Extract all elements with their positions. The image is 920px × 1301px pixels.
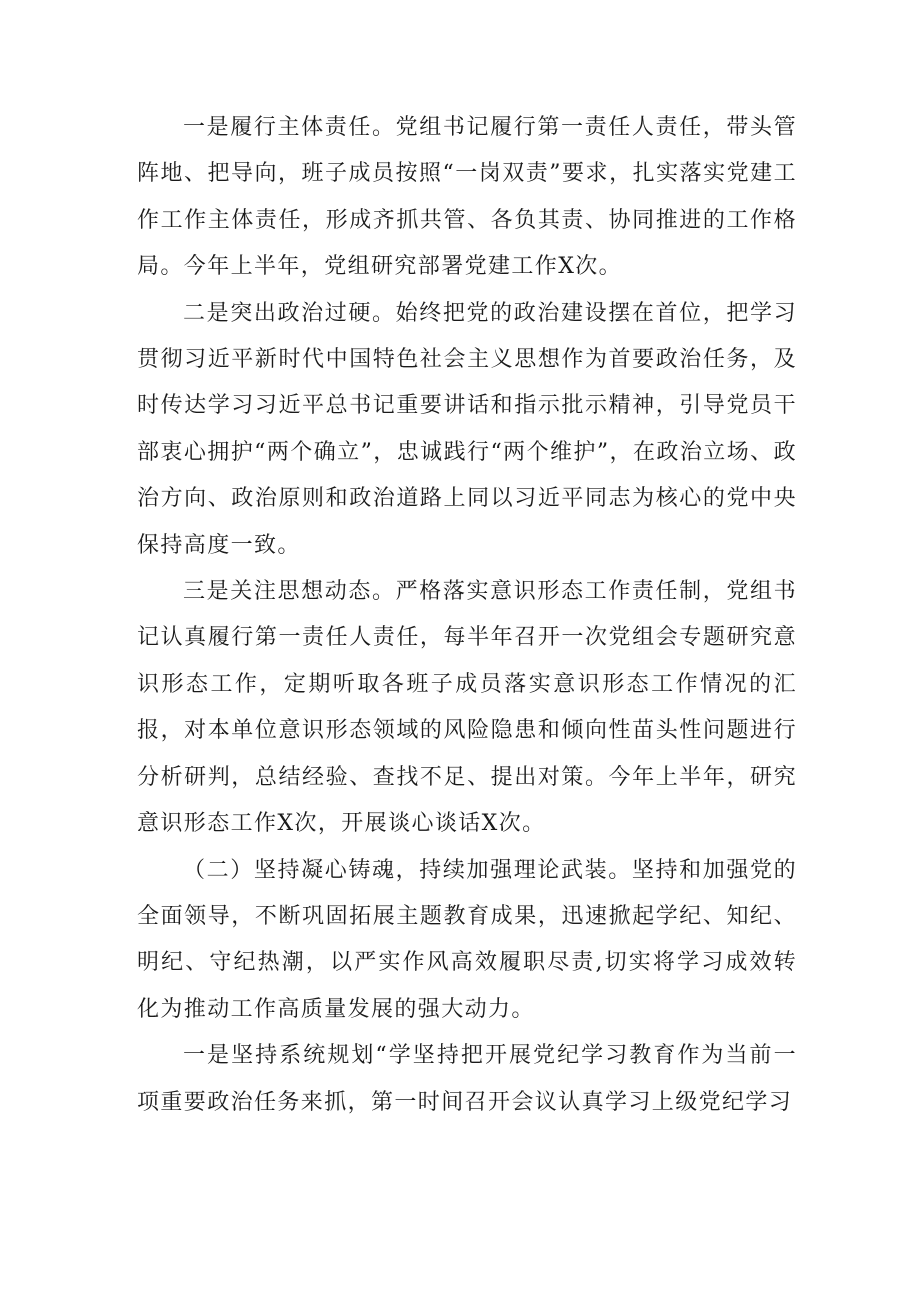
paragraph-5: 一是坚持系统规划“学坚持把开展党纪学习教育作为当前一项重要政治任务来抓，第一时间召开会议认真学习上级党纪学习 xyxy=(137,1043,797,1115)
paragraph-3: 三是关注思想动态。严格落实意识形态工作责任制，党组书记认真履行第一责任人责任，每半年召开一次党组会专题研究意识形态工作，定期听取各班子成员落实意识形态工作情况的汇报，对本单位意识形态领域的风险隐患和倾向性苗头性问题进行分析研判，总结经验、查找不足、提出对策。今年上半年，研究意识形态工作X次，开展谈心谈话X次。 xyxy=(137,579,797,837)
document-body xyxy=(137,105,797,1126)
paragraph-1: 一是履行主体责任。党组书记履行第一责任人责任，带头管阵地、把导向，班子成员按照“一岗双责”要求，扎实落实党建工作工作主体责任，形成齐抓共管、各负其责、协同推进的工作格局。今年上半年，党组研究部署党建工作X次。 xyxy=(137,115,797,280)
paragraph-4-section-heading: （二）坚持凝心铸魂，持续加强理论武装。坚持和加强党的全面领导，不断巩固拓展主题教育成果，迅速掀起学纪、知纪、明纪、守纪热潮，以严实作风高效履职尽责,切实将学习成效转化为推动工作高质量发展的强大动力。 xyxy=(137,857,797,1022)
paragraph-2: 二是突出政治过硬。始终把党的政治建设摆在首位，把学习贯彻习近平新时代中国特色社会主义思想作为首要政治任务，及时传达学习习近平总书记重要讲话和指示批示精神，引导党员干部衷心拥护“两个确立”，忠诚践行“两个维护”，在政治立场、政治方向、政治原则和政治道路上同以习近平同志为核心的党中央保持高度一致。 xyxy=(137,300,797,558)
